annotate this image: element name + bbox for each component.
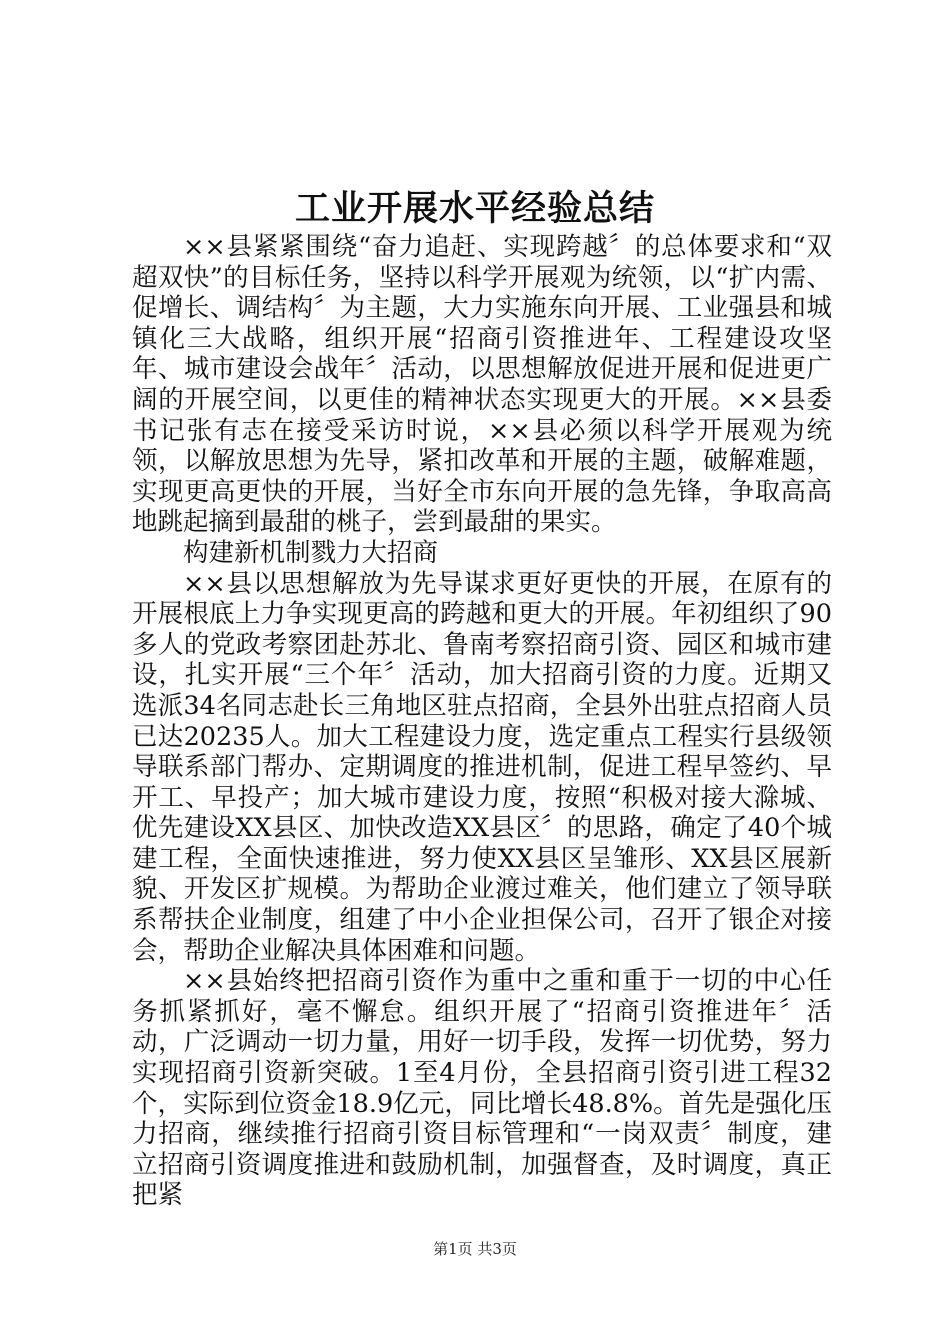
section-heading: 构建新机制戮力大招商 [183, 537, 439, 568]
paragraph-investment: ××县以思想解放为先导谋求更好更快的开展，在原有的开展根底上力争实现更高的跨越和更大的开展。年初组织了90多人的党政考察团赴苏北、鲁南考察招商引资、园区和城市建设，扎实开展“三个年〞活动，加大招商引资的力度。近期又选派34名同志赴长三角地区驻点招商，全县外出驻点招商人员已达20235人。加大工程建设力度，选定重点工程实行县级领导联系部门帮办、定期调度的推进机制，促进工程早签约、早开工、早投产；加大城市建设力度，按照“积极对接大滁城、优先建设XX县区、加快改造XX县区〞的思路，确定了40个城建工程，全面快速推进，努力使XX县区呈雏形、XX县区展新貌、开发区扩规模。为帮助企业渡过难关，他们建立了领导联系帮扶企业制度，组建了中小企业担保公司，召开了银企对接会，帮助企业解决具体困难和问题。 [132, 568, 832, 966]
document-title: 工业开展水平经验总结 [294, 188, 655, 229]
paragraph-intro: ××县紧紧围绕“奋力追赶、实现跨越〞的总体要求和“双超双快”的目标任务，坚持以科学开展观为统领，以“扩内需、促增长、调结构〞为主题，大力实施东向开展、工业强县和城镇化三大战略，组织开展“招商引资推进年、工程建设攻坚年、城市建设会战年〞活动，以思想解放促进开展和促进更广阔的开展空间，以更佳的精神状态实现更大的开展。××县委书记张有志在接受采访时说，××县必须以科学开展观为统领，以解放思想为先导，紧扣改革和开展的主题，破解难题，实现更高更快的开展，当好全市东向开展的急先锋，争取高高地跳起摘到最甜的桃子，尝到最甜的果实。 [132, 232, 832, 538]
page-number-footer: 第1页 共3页 [433, 1240, 517, 1258]
paragraph-attraction: ××县始终把招商引资作为重中之重和重于一切的中心任务抓紧抓好，毫不懈怠。组织开展了“招商引资推进年〞活动，广泛调动一切力量，用好一切手段，发挥一切优势，努力实现招商引资新突破。1至4月份，全县招商引资引进工程32个，实际到位资金18.9亿元，同比增长48.8%。首先是强化压力招商，继续推行招商引资目标管理和“一岗双责〞制度，建立招商引资调度推进和鼓励机制，加强督查，及时调度，真正把紧 [132, 966, 832, 1211]
document-body [132, 232, 832, 1211]
